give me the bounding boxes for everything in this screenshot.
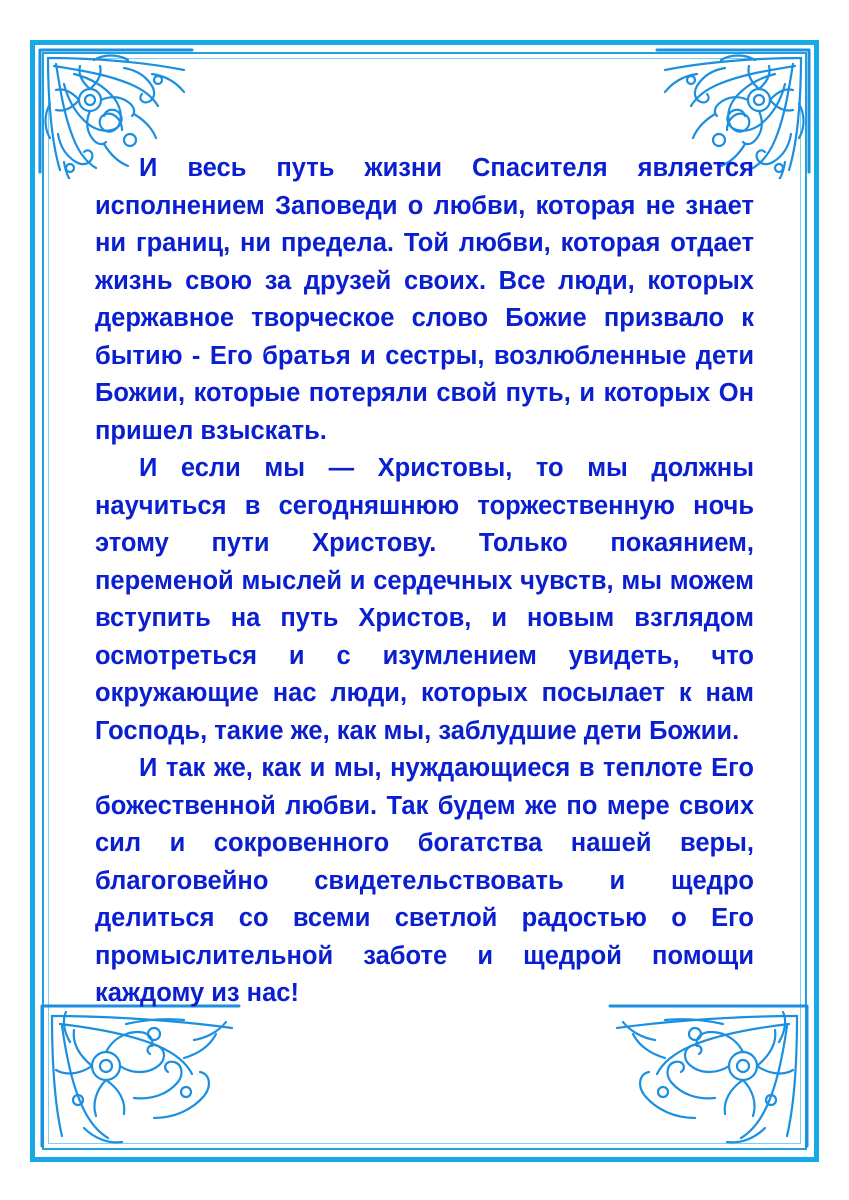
paragraph: И так же, как и мы, нуждающиеся в теплоте Его божественной любви. Так будем же по мере своих сил и сокровенного богатства нашей веры, благоговейно свидетельствовать и щедро делиться со всеми светлой радостью о Его промыслительной заботе и щедрой помощи каждому из нас! — [95, 754, 754, 1007]
floral-corner-ornament-icon — [600, 998, 815, 1158]
paragraph: И весь путь жизни Спасителя является исполнением Заповеди о любви, которая не знает ни границ, ни предела. Той любви, которая отдает жизнь свою за друзей своих. Все люди, которых державное творческое слово Божие призвало к бытию - Его братья и сестры, возлюбленные дети Божии, которые потеряли свой путь, и которых Он пришел взыскать. — [95, 154, 754, 445]
floral-corner-ornament-icon — [34, 998, 249, 1158]
document-body — [95, 150, 754, 1010]
paragraph: И если мы — Христовы, то мы должны научиться в сегодняшнюю торжественную ночь этому пути Христову. Только покаянием, переменой мыслей и сердечных чувств, мы можем вступить на путь Христов, и новым взглядом осмотреться и с изумлением увидеть, что окружающие нас люди, которых посылает к нам Господь, такие же, как мы, заблудшие дети Божии. — [95, 454, 754, 745]
